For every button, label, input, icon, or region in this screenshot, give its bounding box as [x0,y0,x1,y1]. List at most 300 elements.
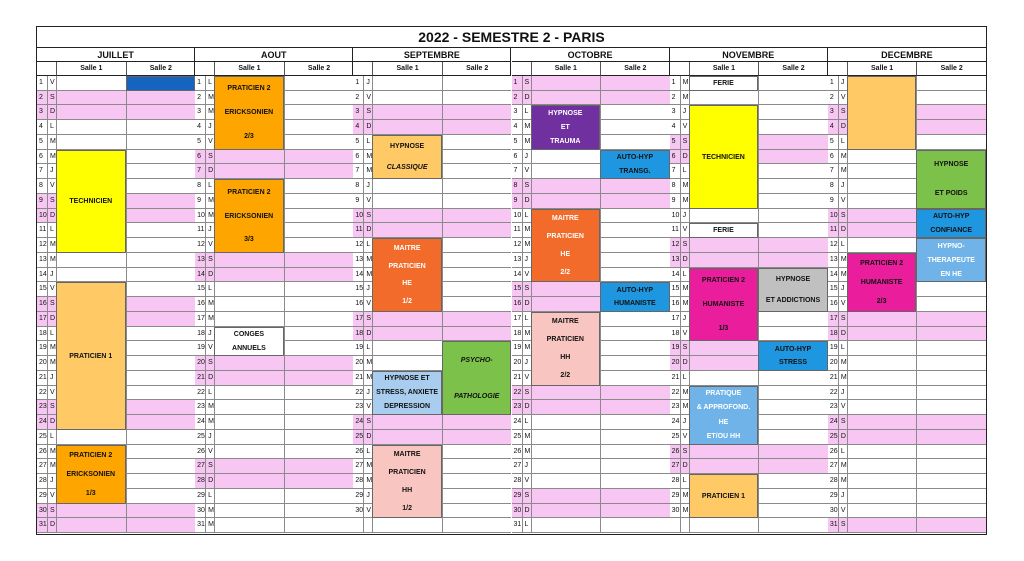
room-1-slot[interactable] [56,268,126,283]
event-sept-maitre-praticien-he[interactable] [372,238,442,312]
room-2-slot[interactable] [442,253,512,268]
room-2-slot[interactable] [600,356,670,371]
room-2-slot[interactable] [600,135,670,150]
room-2-slot[interactable] [758,76,828,91]
room-2-slot[interactable] [284,282,354,297]
room-2-slot[interactable] [126,268,196,283]
room-2-slot[interactable] [916,76,986,91]
room-2-slot[interactable] [284,371,354,386]
event-nov-technicien[interactable] [689,105,759,208]
room-2-slot[interactable] [442,223,512,238]
room-2-slot[interactable] [126,400,196,415]
room-2-slot[interactable] [284,164,354,179]
room-2-slot[interactable] [916,474,986,489]
room-2-slot[interactable] [600,386,670,401]
room-1-slot[interactable] [847,238,917,253]
room-2-slot[interactable] [600,91,670,106]
room-1-slot[interactable] [372,223,442,238]
room-2-slot[interactable] [758,91,828,106]
room-1-slot[interactable] [531,194,601,209]
room-2-slot[interactable] [600,194,670,209]
room-1-slot[interactable] [847,209,917,224]
room-2-slot[interactable] [600,253,670,268]
day-number: 16 [37,297,47,312]
room-1-slot[interactable] [214,445,284,460]
room-1-slot[interactable] [372,312,442,327]
room-2-slot[interactable] [284,327,354,342]
room-1-slot[interactable] [847,400,917,415]
room-1-slot[interactable] [531,518,601,533]
room-2-slot[interactable] [284,386,354,401]
room-2-slot[interactable] [758,135,828,150]
room-1-slot[interactable] [372,209,442,224]
day-of-week: L [838,445,847,460]
room-1-slot[interactable] [372,105,442,120]
room-2-slot[interactable] [126,371,196,386]
day-of-week: V [47,179,56,194]
room-2-slot[interactable] [916,518,986,533]
room-1-slot[interactable] [847,312,917,327]
room-2-slot[interactable] [126,194,196,209]
month-name: DECEMBRE [828,48,986,62]
room-2-slot[interactable] [126,238,196,253]
room-1-slot[interactable] [214,282,284,297]
room-2-slot[interactable] [126,356,196,371]
room-2-slot[interactable] [126,386,196,401]
event-aout-praticien2-b[interactable] [214,179,284,253]
event-oct-maitre-praticien-he[interactable] [531,209,601,283]
room-1-slot[interactable] [847,518,917,533]
room-2-slot[interactable] [916,356,986,371]
room-1-slot[interactable] [689,238,759,253]
room-1-slot[interactable] [847,341,917,356]
room-2-slot[interactable] [126,282,196,297]
room-2-slot[interactable] [758,459,828,474]
room-2-slot[interactable] [600,504,670,519]
day-number: 21 [670,371,680,386]
room-2-slot[interactable] [126,91,196,106]
room-1-slot[interactable] [847,489,917,504]
room-2-slot[interactable] [284,445,354,460]
room-2-slot[interactable] [916,489,986,504]
room-2-slot[interactable] [442,504,512,519]
room-2-slot[interactable] [126,518,196,533]
room-1-slot[interactable] [372,415,442,430]
room-2-slot[interactable] [758,312,828,327]
event-dec-praticien1-cont[interactable] [847,76,917,150]
room-2-slot[interactable] [916,504,986,519]
room-2-slot[interactable] [284,76,354,91]
room-1-slot[interactable] [689,459,759,474]
day-of-week: M [205,209,214,224]
room-2-slot[interactable] [442,415,512,430]
room-1-slot[interactable] [56,105,126,120]
room-2-slot[interactable] [284,341,354,356]
room-2-slot[interactable] [126,105,196,120]
room-2-slot[interactable] [126,297,196,312]
room-1-slot[interactable] [689,356,759,371]
room-2-slot[interactable] [442,282,512,297]
room-1-slot[interactable] [847,223,917,238]
room-2-slot[interactable] [600,238,670,253]
room-2-slot[interactable] [758,238,828,253]
room-1-slot[interactable] [847,327,917,342]
room-1-slot[interactable] [372,76,442,91]
room-1-slot[interactable] [531,459,601,474]
room-2-slot[interactable] [758,518,828,533]
room-2-slot[interactable] [758,400,828,415]
event-juillet-praticien2[interactable] [56,445,126,504]
room-2-slot[interactable] [284,223,354,238]
room-2-slot[interactable] [600,327,670,342]
event-oct-autohyp-humaniste[interactable] [600,282,670,311]
room-1-slot[interactable] [56,91,126,106]
day-of-week: L [205,76,214,91]
room-2-slot[interactable] [284,105,354,120]
room-1-slot[interactable] [531,504,601,519]
room-1-slot[interactable] [689,209,759,224]
room-1-slot[interactable] [847,194,917,209]
room-1-slot[interactable] [531,282,601,297]
room-2-slot[interactable] [600,268,670,283]
room-2-slot[interactable] [916,400,986,415]
room-1-slot[interactable] [214,253,284,268]
room-2-slot[interactable] [916,341,986,356]
room-2-slot[interactable] [442,474,512,489]
event-dec-autohyp-confiance[interactable] [916,209,986,238]
room-1-slot[interactable] [531,297,601,312]
room-2-slot[interactable] [600,445,670,460]
room-2-slot[interactable] [442,430,512,445]
room-1-slot[interactable] [372,356,442,371]
room-1-slot[interactable] [847,474,917,489]
room-1-slot[interactable] [214,297,284,312]
room-2-slot[interactable] [916,445,986,460]
room-1-slot[interactable] [372,341,442,356]
room-2-slot[interactable] [126,164,196,179]
room-1-slot[interactable] [214,371,284,386]
room-1-slot[interactable] [847,356,917,371]
room-2-slot[interactable] [758,164,828,179]
room-1-slot[interactable] [531,415,601,430]
room-2-slot[interactable] [600,312,670,327]
room-1-slot[interactable] [847,430,917,445]
event-juillet-technicien[interactable] [56,150,126,253]
room-1-slot[interactable] [214,430,284,445]
room-1-slot[interactable] [56,504,126,519]
room-1-slot[interactable] [847,415,917,430]
room-2-slot[interactable] [600,459,670,474]
room-1-slot[interactable] [531,76,601,91]
event-oct-maitre-praticien-hh[interactable] [531,312,601,386]
room-2-slot[interactable] [758,105,828,120]
room-1-slot[interactable] [56,76,126,91]
room-1-slot[interactable] [56,120,126,135]
room-1-slot[interactable] [56,253,126,268]
event-nov-ferie-1[interactable] [689,76,759,91]
room-1-slot[interactable] [689,253,759,268]
room-1-slot[interactable] [214,474,284,489]
room-2-slot[interactable] [758,120,828,135]
room-2-slot[interactable] [758,474,828,489]
room-2-slot[interactable] [442,327,512,342]
room-1-slot[interactable] [214,504,284,519]
room-2-slot[interactable] [600,415,670,430]
room-2-slot[interactable] [758,327,828,342]
room-1-slot[interactable] [56,430,126,445]
room-2-slot[interactable] [916,327,986,342]
room-1-slot[interactable] [531,474,601,489]
room-2-slot[interactable] [758,150,828,165]
room-2-slot[interactable] [758,253,828,268]
event-nov-autohyp-stress[interactable] [758,341,828,370]
room-2-slot[interactable] [600,430,670,445]
event-oct-autohyp-transg[interactable] [600,150,670,179]
room-2-slot[interactable] [126,489,196,504]
room-2-slot[interactable] [284,430,354,445]
room-2-slot[interactable] [916,120,986,135]
event-nov-praticien2-humaniste[interactable] [689,268,759,342]
room-2-slot[interactable] [442,209,512,224]
room-2-slot[interactable] [916,135,986,150]
room-2-slot[interactable] [126,327,196,342]
room-1-slot[interactable] [372,179,442,194]
room-1-slot[interactable] [531,91,601,106]
room-1-slot[interactable] [847,164,917,179]
room-2-slot[interactable] [600,223,670,238]
room-2-slot[interactable] [126,135,196,150]
room-1-slot[interactable] [847,459,917,474]
room-1-slot[interactable] [214,356,284,371]
room-2-slot[interactable] [916,459,986,474]
event-nov-pratique[interactable] [689,386,759,445]
room-2-slot[interactable] [442,91,512,106]
room-1-slot[interactable] [689,341,759,356]
room-2-slot[interactable] [916,371,986,386]
room-2-slot[interactable] [442,489,512,504]
room-2-slot[interactable] [600,105,670,120]
room-1-slot[interactable] [531,179,601,194]
room-1-slot[interactable] [214,400,284,415]
event-juillet-salle2-1[interactable] [126,76,196,91]
room-2-slot[interactable] [126,415,196,430]
day-number: 3 [353,105,363,120]
room-1-slot[interactable] [531,150,601,165]
room-2-slot[interactable] [442,268,512,283]
room-2-slot[interactable] [126,445,196,460]
room-2-slot[interactable] [442,297,512,312]
room-1-slot[interactable] [531,489,601,504]
room-2-slot[interactable] [916,415,986,430]
room-2-slot[interactable] [284,209,354,224]
room-2-slot[interactable] [284,179,354,194]
room-1-slot[interactable] [689,445,759,460]
room-1-slot[interactable] [531,430,601,445]
room-2-slot[interactable] [758,489,828,504]
room-2-slot[interactable] [758,179,828,194]
event-sept-hypnose-classique[interactable] [372,135,442,179]
room-2-slot[interactable] [916,105,986,120]
room-2-slot[interactable] [442,459,512,474]
room-1-slot[interactable] [372,91,442,106]
room-1-slot[interactable] [847,179,917,194]
room-2-slot[interactable] [916,282,986,297]
room-2-slot[interactable] [126,179,196,194]
room-2-slot[interactable] [442,445,512,460]
room-2-slot[interactable] [600,518,670,533]
event-oct-hypnose-trauma[interactable] [531,105,601,149]
room-2-slot[interactable] [126,504,196,519]
event-aout-praticien2-a[interactable] [214,76,284,150]
room-2-slot[interactable] [284,297,354,312]
day-of-week: L [838,238,847,253]
room-2-slot[interactable] [284,194,354,209]
room-2-slot[interactable] [758,430,828,445]
day-number: 27 [512,459,522,474]
room-2-slot[interactable] [284,268,354,283]
room-1-slot[interactable] [56,518,126,533]
room-2-slot[interactable] [600,209,670,224]
room-2-slot[interactable] [284,474,354,489]
room-1-slot[interactable] [689,91,759,106]
room-1-slot[interactable] [847,371,917,386]
event-aout-conges[interactable] [214,327,284,356]
room-2-slot[interactable] [758,223,828,238]
day-of-week: M [205,504,214,519]
event-juillet-praticien1[interactable] [56,282,126,429]
room-1-slot[interactable] [689,371,759,386]
room-2-slot[interactable] [284,400,354,415]
room-1-slot[interactable] [847,504,917,519]
room-2-slot[interactable] [284,135,354,150]
room-2-slot[interactable] [758,386,828,401]
room-1-slot[interactable] [531,386,601,401]
room-2-slot[interactable] [442,76,512,91]
room-2-slot[interactable] [758,445,828,460]
room-2-slot[interactable] [442,312,512,327]
room-2-slot[interactable] [284,120,354,135]
room-2-slot[interactable] [600,179,670,194]
room-2-slot[interactable] [600,474,670,489]
room-2-slot[interactable] [126,312,196,327]
room-1-slot[interactable] [531,445,601,460]
room-1-slot[interactable] [372,194,442,209]
day-of-week: D [838,327,847,342]
event-sept-psychopathologie[interactable] [442,341,512,415]
event-dec-hypnose-poids[interactable] [916,150,986,209]
room-2-slot[interactable] [600,489,670,504]
room-2-slot[interactable] [758,504,828,519]
room-2-slot[interactable] [600,371,670,386]
room-1-slot[interactable] [847,445,917,460]
room-1-slot[interactable] [531,164,601,179]
room-2-slot[interactable] [916,430,986,445]
room-2-slot[interactable] [126,150,196,165]
room-2-slot[interactable] [442,179,512,194]
room-2-slot[interactable] [284,312,354,327]
room-1-slot[interactable] [372,430,442,445]
room-2-slot[interactable] [284,356,354,371]
room-2-slot[interactable] [442,194,512,209]
room-1-slot[interactable] [214,489,284,504]
room-1-slot[interactable] [531,400,601,415]
room-2-slot[interactable] [284,415,354,430]
room-2-slot[interactable] [284,91,354,106]
room-2-slot[interactable] [916,386,986,401]
room-1-slot[interactable] [214,518,284,533]
room-2-slot[interactable] [284,150,354,165]
room-2-slot[interactable] [284,518,354,533]
room-2-slot[interactable] [442,164,512,179]
event-sept-hypnose-stress[interactable] [372,371,442,415]
room-2-slot[interactable] [442,105,512,120]
event-sept-maitre-praticien-hh[interactable] [372,445,442,519]
room-1-slot[interactable] [214,386,284,401]
event-nov-hypnose-addictions[interactable] [758,268,828,312]
room-2-slot[interactable] [758,371,828,386]
room-1-slot[interactable] [372,327,442,342]
room-2-slot[interactable] [442,120,512,135]
room-2-slot[interactable] [126,430,196,445]
room-1-slot[interactable] [214,150,284,165]
room-2-slot[interactable] [916,297,986,312]
month-septembre [353,48,511,533]
room-2-slot[interactable] [284,489,354,504]
room-1-slot[interactable] [372,120,442,135]
room-2-slot[interactable] [284,504,354,519]
room-2-slot[interactable] [758,415,828,430]
room-2-slot[interactable] [442,150,512,165]
room-2-slot[interactable] [126,459,196,474]
room-2-slot[interactable] [126,341,196,356]
day-of-week: M [205,297,214,312]
event-dec-praticien2-humaniste[interactable] [847,253,917,312]
room-2-slot[interactable] [284,459,354,474]
room-2-slot[interactable] [916,91,986,106]
room-1-slot[interactable] [214,312,284,327]
room-2-slot[interactable] [916,312,986,327]
room-1-slot[interactable] [372,518,442,533]
room-2-slot[interactable] [126,474,196,489]
room-2-slot[interactable] [126,253,196,268]
room-2-slot[interactable] [442,518,512,533]
room-2-slot[interactable] [284,253,354,268]
room-2-slot[interactable] [758,194,828,209]
room-2-slot[interactable] [600,76,670,91]
room-2-slot[interactable] [284,238,354,253]
room-1-slot[interactable] [847,386,917,401]
room-1-slot[interactable] [56,135,126,150]
room-2-slot[interactable] [126,120,196,135]
room-2-slot[interactable] [758,209,828,224]
room-2-slot[interactable] [126,209,196,224]
room-2-slot[interactable] [600,120,670,135]
room-2-slot[interactable] [600,341,670,356]
room-1-slot[interactable] [214,268,284,283]
room-2-slot[interactable] [600,400,670,415]
room-1-slot[interactable] [214,459,284,474]
room-2-slot[interactable] [442,135,512,150]
room-1-slot[interactable] [214,415,284,430]
event-dec-hypnotherapeute[interactable] [916,238,986,282]
event-nov-praticien1[interactable] [689,474,759,518]
room-2-slot[interactable] [442,238,512,253]
event-nov-ferie-11[interactable] [689,223,759,238]
room-2-slot[interactable] [126,223,196,238]
room-1-slot[interactable] [847,150,917,165]
room-1-slot[interactable] [689,518,759,533]
room-1-slot[interactable] [214,164,284,179]
